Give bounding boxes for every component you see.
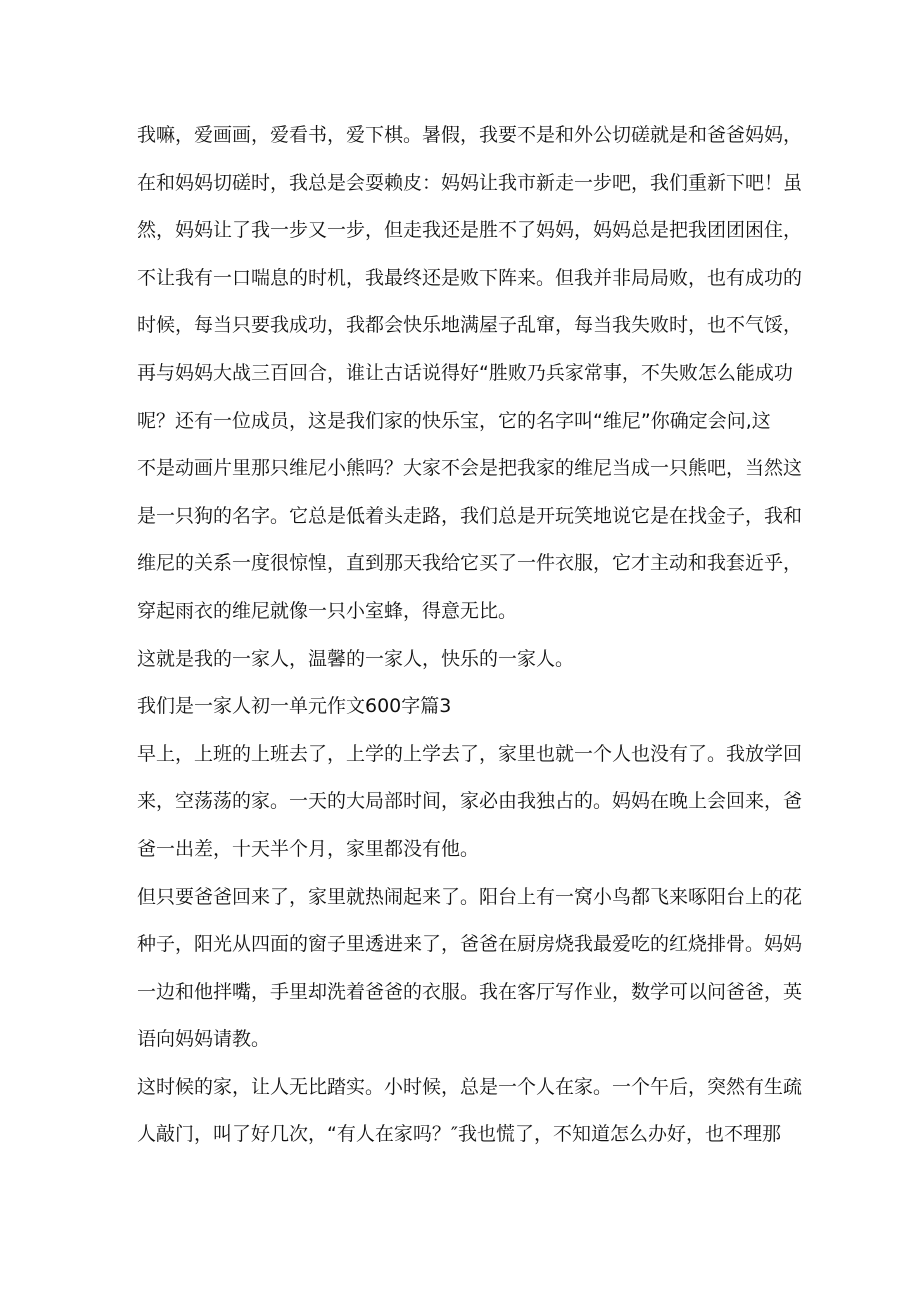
text-line: 语向妈妈请教。 <box>137 1028 271 1051</box>
paragraph-empty-home <box>137 731 803 874</box>
text-line: 是一只狗的名字。它总是低着头走路，我们总是开玩笑地说它是在找金子，我和 <box>137 504 803 527</box>
section-heading <box>137 683 789 731</box>
text-line: 这就是我的一家人，温馨的一家人，快乐的一家人。 <box>137 647 575 670</box>
text-line: 人敲门，叫了好几次，“有人在家吗？″我也慌了，不知道怎么办好，也不理那 <box>137 1123 781 1146</box>
text-line: 爸一出差，十天半个月，家里都没有他。 <box>137 837 480 860</box>
heading-line: 我们是一家人初一单元作文600字篇3 <box>137 695 452 718</box>
text-line: 不是动画片里那只维尼小熊吗？大家不会是把我家的维尼当成一只熊吧，当然这 <box>137 457 803 480</box>
text-line: 在和妈妈切磋时，我总是会耍赖皮：妈妈让我市新走一步吧，我们重新下吧！虽 <box>137 171 803 194</box>
paragraph-knock-at-door <box>137 1064 803 1159</box>
paragraph-family-summary <box>137 636 789 684</box>
text-line: 穿起雨衣的维尼就像一只小室蜂，得意无比。 <box>137 599 518 622</box>
text-line: 我嘛，爱画画，爱看书，爱下棋。暑假，我要不是和外公切磋就是和爸爸妈妈， <box>137 124 803 146</box>
text-line: 但只要爸爸回来了，家里就热闹起来了。阳台上有一窝小鸟都飞来啄阳台上的花 <box>137 885 803 908</box>
text-line: 来，空荡荡的家。一天的大局部时间，家必由我独占的。妈妈在晚上会回来，爸 <box>137 790 803 813</box>
text-line: 再与妈妈大战三百回合，谁让古话说得好“胜败乃兵家常事，不失败怎么能成功 <box>137 361 793 384</box>
text-line: 不让我有一口喘息的时机，我最终还是败下阵来。但我并非局局败，也有成功的 <box>137 266 803 289</box>
text-line: 维尼的关系一度很惊惶，直到那天我给它买了一件衣服，它才主动和我套近乎， <box>137 552 803 575</box>
text-line: 种子，阳光从四面的窗子里透进来了，爸爸在厨房烧我最爱吃的红烧排骨。妈妈 <box>137 933 803 956</box>
document-body <box>137 112 803 1159</box>
text-line: 早上，上班的上班去了，上学的上学去了，家里也就一个人也没有了。我放学回 <box>137 742 803 765</box>
text-line: 呢？还有一位成员，这是我们家的快乐宝，它的名字叫“维尼”你确定会问,这 <box>137 409 771 432</box>
text-line: 一边和他拌嘴，手里却洗着爸爸的衣服。我在客厅写作业，数学可以问爸爸，英 <box>137 980 803 1003</box>
text-line: 时候，每当只要我成功，我都会快乐地满屋子乱窜，每当我失败时，也不气馁， <box>137 314 803 337</box>
paragraph-father-returns <box>137 874 803 1064</box>
text-line: 然，妈妈让了我一步又一步，但走我还是胜不了妈妈，妈妈总是把我团团困住， <box>137 219 803 242</box>
text-line: 这时候的家，让人无比踏实。小时候，总是一个人在家。一个午后，突然有生疏 <box>137 1075 803 1098</box>
paragraph-chess-and-dog <box>137 112 803 636</box>
